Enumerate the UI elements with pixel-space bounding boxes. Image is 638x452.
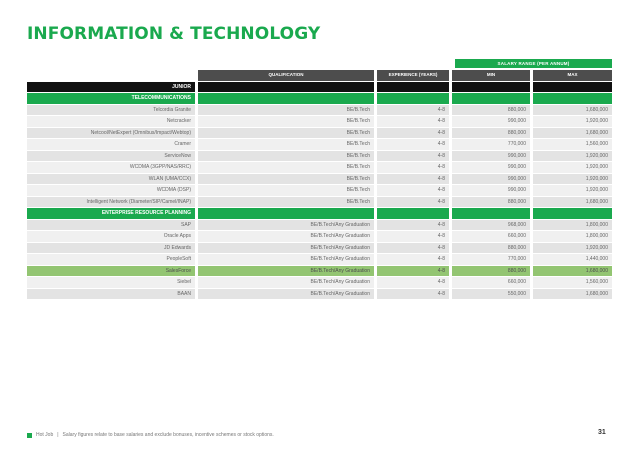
max-salary-cell: 1,920,000 — [533, 243, 612, 254]
qualification-cell: BE/B.Tech — [198, 128, 374, 139]
role-cell: JD Edwards — [27, 243, 195, 254]
footer-square-icon — [27, 433, 32, 438]
salary-range-header: SALARY RANGE (PER ANNUM) — [455, 59, 612, 68]
table-row — [27, 220, 612, 231]
qualification-cell: BE/B.Tech — [198, 185, 374, 196]
table-row — [27, 185, 612, 196]
table-row — [27, 243, 612, 254]
min-salary-cell: 880,000 — [452, 266, 530, 277]
min-salary-cell: 968,000 — [452, 220, 530, 231]
max-salary-cell: 1,680,000 — [533, 105, 612, 116]
level-label: JUNIOR — [27, 82, 195, 93]
qualification-cell: BE/B.Tech/Any Graduation — [198, 254, 374, 265]
experience-cell: 4-8 — [377, 197, 449, 208]
table-header-row — [27, 70, 612, 81]
table-row — [27, 231, 612, 242]
footer-label: Hot Job — [36, 432, 54, 438]
max-salary-cell: 1,920,000 — [533, 151, 612, 162]
role-cell: ServiceNow — [27, 151, 195, 162]
experience-cell: 4-8 — [377, 162, 449, 173]
role-cell: Telcordia Granite — [27, 105, 195, 116]
role-cell: Oracle Apps — [27, 231, 195, 242]
experience-cell: 4-8 — [377, 266, 449, 277]
table-row — [27, 162, 612, 173]
qualification-cell: BE/B.Tech/Any Graduation — [198, 243, 374, 254]
max-salary-cell: 1,560,000 — [533, 139, 612, 150]
qualification-cell: BE/B.Tech — [198, 197, 374, 208]
footer — [27, 432, 274, 438]
section-fill-cell — [198, 208, 374, 219]
max-salary-cell: 1,440,000 — [533, 254, 612, 265]
page-number: 31 — [598, 429, 606, 436]
qualification-cell: BE/B.Tech/Any Graduation — [198, 277, 374, 288]
role-cell: PeopleSoft — [27, 254, 195, 265]
max-salary-cell: 1,920,000 — [533, 116, 612, 127]
header-qualification: QUALIFICATION — [198, 70, 374, 81]
header-max: MAX — [533, 70, 612, 81]
qualification-cell: BE/B.Tech/Any Graduation — [198, 231, 374, 242]
role-cell: WCDMA (3GPP/NAS/RRC) — [27, 162, 195, 173]
min-salary-cell: 990,000 — [452, 174, 530, 185]
salary-table — [27, 69, 612, 300]
table-row — [27, 174, 612, 185]
level-row — [27, 82, 612, 93]
section-row — [27, 208, 612, 219]
page-title: INFORMATION & TECHNOLOGY — [27, 24, 321, 44]
qualification-cell: BE/B.Tech — [198, 116, 374, 127]
table-row — [27, 289, 612, 300]
table-row — [27, 116, 612, 127]
table-row — [27, 128, 612, 139]
max-salary-cell: 1,920,000 — [533, 162, 612, 173]
min-salary-cell: 880,000 — [452, 105, 530, 116]
role-cell: WLAN (UMA/CCX) — [27, 174, 195, 185]
qualification-cell: BE/B.Tech — [198, 139, 374, 150]
experience-cell: 4-8 — [377, 231, 449, 242]
experience-cell: 4-8 — [377, 243, 449, 254]
max-salary-cell: 1,560,000 — [533, 277, 612, 288]
experience-cell: 4-8 — [377, 174, 449, 185]
max-salary-cell: 1,680,000 — [533, 128, 612, 139]
section-fill-cell — [377, 208, 449, 219]
header-min: MIN — [452, 70, 530, 81]
experience-cell: 4-8 — [377, 139, 449, 150]
min-salary-cell: 880,000 — [452, 128, 530, 139]
experience-cell: 4-8 — [377, 254, 449, 265]
experience-cell: 4-8 — [377, 220, 449, 231]
min-salary-cell: 770,000 — [452, 139, 530, 150]
table-row — [27, 151, 612, 162]
role-cell: Siebel — [27, 277, 195, 288]
qualification-cell: BE/B.Tech — [198, 151, 374, 162]
experience-cell: 4-8 — [377, 151, 449, 162]
footer-note: Salary figures relate to base salaries and exclude bonuses, incentive schemes or stock options. — [62, 432, 274, 438]
role-cell: Intelligent Network (Diameter/SIP/Camel/INAP) — [27, 197, 195, 208]
role-cell: Netcracker — [27, 116, 195, 127]
role-cell: WCDMA (DSP) — [27, 185, 195, 196]
max-salary-cell: 1,800,000 — [533, 231, 612, 242]
qualification-cell: BE/B.Tech/Any Graduation — [198, 289, 374, 300]
min-salary-cell: 550,000 — [452, 289, 530, 300]
section-fill-cell — [533, 93, 612, 104]
min-salary-cell: 990,000 — [452, 162, 530, 173]
experience-cell: 4-8 — [377, 185, 449, 196]
min-salary-cell: 990,000 — [452, 151, 530, 162]
section-row — [27, 93, 612, 104]
role-cell: SAP — [27, 220, 195, 231]
experience-cell: 4-8 — [377, 128, 449, 139]
section-label: TELECOMMUNICATIONS — [27, 93, 195, 104]
header-experience: EXPERIENCE (YEARS) — [377, 70, 449, 81]
experience-cell: 4-8 — [377, 105, 449, 116]
table-row — [27, 197, 612, 208]
table-row — [27, 266, 612, 277]
min-salary-cell: 990,000 — [452, 116, 530, 127]
section-fill-cell — [198, 93, 374, 104]
role-cell: SalesForce — [27, 266, 195, 277]
table-row — [27, 139, 612, 150]
experience-cell: 4-8 — [377, 289, 449, 300]
max-salary-cell: 1,680,000 — [533, 197, 612, 208]
salary-table-body — [27, 70, 612, 299]
qualification-cell: BE/B.Tech — [198, 105, 374, 116]
role-cell: Netcool/NetExpert (Omnibus/Impact/Webtop) — [27, 128, 195, 139]
qualification-cell: BE/B.Tech — [198, 162, 374, 173]
qualification-cell: BE/B.Tech/Any Graduation — [198, 266, 374, 277]
max-salary-cell: 1,680,000 — [533, 266, 612, 277]
footer-separator: | — [57, 432, 59, 438]
min-salary-cell: 660,000 — [452, 277, 530, 288]
min-salary-cell: 880,000 — [452, 243, 530, 254]
section-fill-cell — [377, 93, 449, 104]
section-fill-cell — [452, 93, 530, 104]
table-row — [27, 105, 612, 116]
max-salary-cell: 1,680,000 — [533, 289, 612, 300]
role-cell: Cramer — [27, 139, 195, 150]
table-row — [27, 277, 612, 288]
header-blank-cell — [27, 70, 195, 81]
qualification-cell: BE/B.Tech — [198, 174, 374, 185]
max-salary-cell: 1,920,000 — [533, 174, 612, 185]
min-salary-cell: 990,000 — [452, 185, 530, 196]
max-salary-cell: 1,800,000 — [533, 220, 612, 231]
table-row — [27, 254, 612, 265]
experience-cell: 4-8 — [377, 116, 449, 127]
section-fill-cell — [533, 208, 612, 219]
min-salary-cell: 880,000 — [452, 197, 530, 208]
section-fill-cell — [452, 208, 530, 219]
experience-cell: 4-8 — [377, 277, 449, 288]
qualification-cell: BE/B.Tech/Any Graduation — [198, 220, 374, 231]
max-salary-cell: 1,920,000 — [533, 185, 612, 196]
role-cell: BAAN — [27, 289, 195, 300]
min-salary-cell: 770,000 — [452, 254, 530, 265]
min-salary-cell: 660,000 — [452, 231, 530, 242]
section-label: ENTERPRISE RESOURCE PLANNING — [27, 208, 195, 219]
